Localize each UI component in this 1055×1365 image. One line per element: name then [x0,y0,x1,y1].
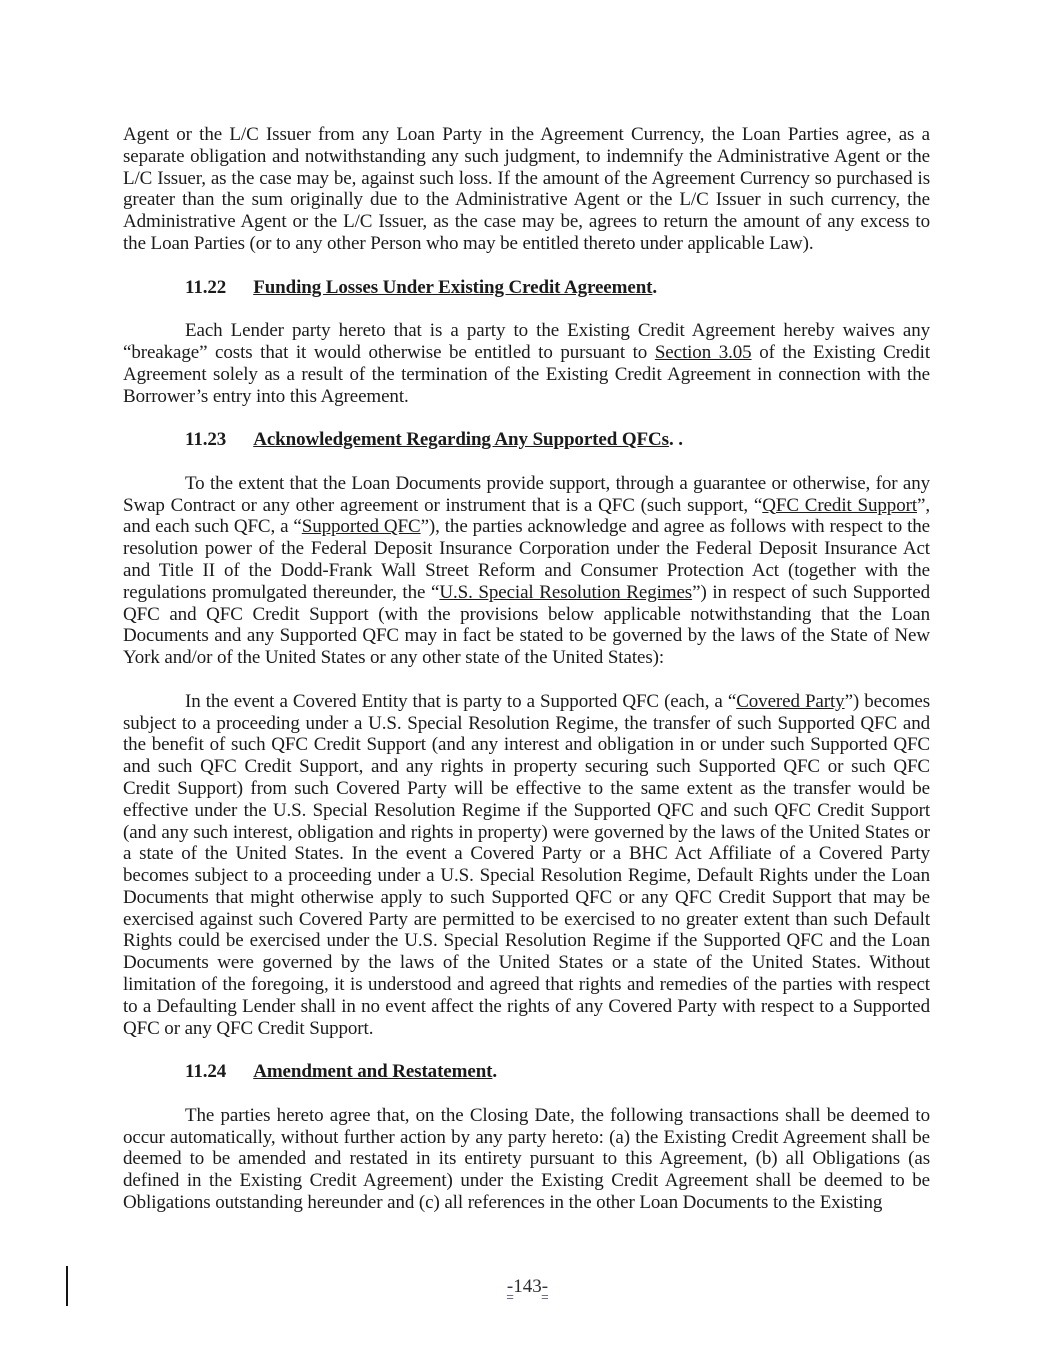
section-title: Acknowledgement Regarding Any Supported QFCs [253,429,669,451]
heading-suffix: . . [668,429,683,451]
text-run: In the event a Covered Entity that is party to a Supported QFC (each, a “ [185,690,737,712]
section-number: 11.24 [185,1061,227,1083]
page-number-left-dash: - [506,1276,514,1297]
paragraph [123,124,930,255]
paragraph [123,1105,930,1214]
text-run: ”) becomes subject to a proceeding under a U.S. Special Resolution Regime, the transfer of such Supported QFC and the benefit of such QFC Credit Support (and any interest and obligation in or under such Supported QFC and such QFC Credit Support, and any rights in property securing such Supported QFC or such QFC Credit Support) from such Covered Party will be effective to the same extent as the transfer would be effective under the U.S. Special Resolution Regime if the Supported QFC and such QFC Credit Support (and any such interest, obligation and rights in property) were governed by the laws of the United States or a state of the United States. In the event a Covered Party or a BHC Act Affiliate of a Covered Party becomes subject to a proceeding under a U.S. Special Resolution Regime, Default Rights under the Loan Documents that might otherwise apply to such Supported QFC or any QFC Credit Support that may be exercised against such Covered Party are permitted to be exercised to no greater extent than such Default Rights could be exercised under the U.S. Special Resolution Regime if the Supported QFC and the Loan Documents were governed by the laws of the United States or a state of the United States. Without limitation of the foregoing, it is understood and agreed that rights and remedies of the parties with respect to a Defaulting Lender shall in no event affect the rights of any Covered Party with respect to a Supported QFC or any QFC Credit Support. [123,690,931,1039]
paragraph [123,473,930,669]
section-title: Funding Losses Under Existing Credit Agreement [253,276,653,298]
section-title: Amendment and Restatement [253,1061,493,1083]
paragraph [123,691,930,1040]
section-number: 11.22 [185,276,227,298]
underlined-term: Section 3.05 [654,341,752,363]
underlined-term: Covered Party [736,690,845,712]
section-heading [123,277,930,299]
text-run: ”) in respect of such Supported QFC and QFC Credit Support (with the provisions below applicable notwithstanding that the Loan Documents and any Supported QFC may in fact be stated to be governed by the laws of the State of New York and/or of the United States or any other state of the United States): [123,581,930,669]
paragraph [123,320,930,407]
heading-suffix: . [652,276,658,298]
section-heading [123,429,930,451]
text-run: of the Existing Credit Agreement solely as a result of the termination of the Existing Credit Agreement in connection with the Borrower’s entry into this Agreement. [123,341,931,407]
text-run: Agent or the L/C Issuer from any Loan Party in the Agreement Currency, the Loan Parties agree, as a separate obligation and notwithstanding any such judgment, to indemnify the Administrative Agent or the L/C Issuer, as the case may be, against such loss. If the amount of the Agreement Currency so purchased is greater than the sum originally due to the Administrative Agent or the L/C Issuer in such currency, the Administrative Agent or the L/C Issuer, as the case may be, agrees to return the amount of any excess to the Loan Parties (or to any other Person who may be entitled thereto under applicable Law). [123,124,930,254]
text-run: ”, and each such QFC, a “ [123,494,930,538]
page-footer [0,1276,1055,1298]
section-number: 11.23 [185,429,227,451]
text-run: The parties hereto agree that, on the Closing Date, the following transactions shall be deemed to occur automatically, without further action by any party hereto: (a) the Existing Credit Agreement shall be deemed to be amended and restated in its entirety pursuant to this Agreement, (b) all Obligations (as defined in the Existing Credit Agreement) under the Existing Credit Agreement shall be deemed to be Obligations outstanding hereunder and (c) all references in the other Loan Documents to the Existing [123,1104,930,1214]
underlined-term: QFC Credit Support [762,494,918,516]
document-body [123,124,930,1236]
underlined-term: U.S. Special Resolution Regimes [439,581,693,603]
page-number: 143 [513,1276,542,1297]
text-run: To the extent that the Loan Documents provide support, through a guarantee or otherwise, for any Swap Contract or any other agreement or instrument that is a QFC (such support, “ [123,472,930,516]
underlined-term: Supported QFC [301,516,421,538]
section-heading [123,1061,930,1083]
heading-suffix: . [492,1061,498,1083]
text-run: ”), the parties acknowledge and agree as follows with respect to the resolution power of the Federal Deposit Insurance Corporation under the Federal Deposit Insurance Act and Title II of the Dodd-Frank Wall Street Reform and Consumer Protection Act (together with the regulations promulgated thereunder, the “ [123,516,930,603]
text-run: Each Lender party hereto that is a party to the Existing Credit Agreement hereby waives any “breakage” costs that it would otherwise be entitled to pursuant to [123,320,930,363]
page-number-right-dash: - [541,1276,549,1297]
